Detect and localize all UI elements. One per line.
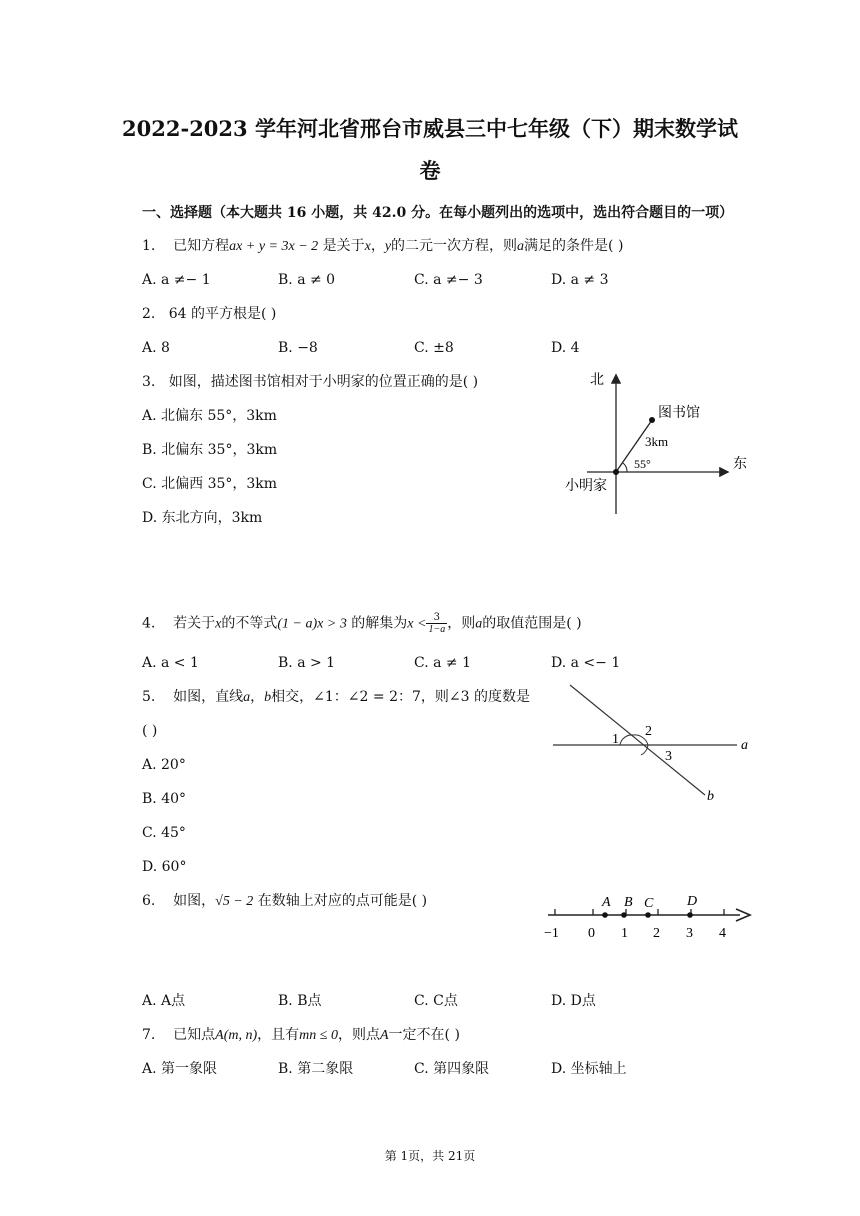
option-d: D. 东北方向，3km: [142, 510, 263, 526]
option-b: B. −8: [278, 340, 318, 356]
angle-label: 55°: [634, 457, 651, 471]
intersecting-lines-figure: [545, 680, 760, 810]
page-title: 2022-2023 学年河北省邢台市威县三中七年级（下）期末数学试: [122, 116, 738, 141]
option-c: C. 45°: [142, 825, 186, 841]
question-5-cont: ( ): [142, 723, 158, 739]
option-a: A. a < 1: [142, 655, 199, 671]
option-a: A. 8: [142, 340, 170, 356]
point-c-label: C: [644, 896, 654, 911]
fraction: $\frac{3}{1-a}$: [428, 612, 446, 635]
question-3: 3. 如图，描述图书馆相对于小明家的位置正确的是( ): [142, 374, 479, 390]
point-b-label: B: [624, 895, 633, 910]
option-b: B. B点: [278, 993, 322, 1009]
tick-label: 3: [686, 926, 693, 941]
tick-label: 1: [621, 926, 628, 941]
question-4: 4. 若关于x的不等式(1 − a)x > 3 的解集为x < $\frac{3}{1-a}$ ，则a的取值范围是( ): [142, 612, 582, 635]
angle-1-label: 1: [612, 732, 619, 747]
library-label: 图书馆: [658, 406, 700, 421]
point-c: [645, 912, 651, 918]
number-line-figure: [540, 885, 760, 945]
question-number: 4.: [142, 615, 156, 632]
option-c: C. a ≠ 1: [414, 655, 471, 671]
angle-2-label: 2: [645, 724, 652, 739]
question-7: 7. 已知点A(m, n)，且有mn ≤ 0，则点A一定不在( ): [142, 1027, 460, 1043]
option-b: B. 40°: [142, 791, 187, 807]
home-point: [613, 469, 619, 475]
section-heading: 一、选择题（本大题共 16 小题，共 42.0 分。在每小题列出的选项中，选出符合题目的一项）: [142, 205, 734, 221]
point-a: [602, 912, 608, 918]
page-title-cont: 卷: [419, 158, 441, 183]
option-c: C. ±8: [414, 340, 454, 356]
page-footer: 第 1页，共 21页: [384, 1149, 476, 1163]
option-d: D. D点: [551, 993, 596, 1009]
option-b: B. 北偏东 35°，3km: [142, 442, 278, 458]
option-a: A. 第一象限: [142, 1061, 218, 1077]
point-d: [687, 912, 693, 918]
option-a: A. a ≠− 1: [142, 272, 211, 288]
option-d: D. 60°: [142, 859, 187, 875]
point-b: [621, 912, 627, 918]
point-d-label: D: [687, 894, 698, 909]
east-label: 东: [733, 457, 747, 472]
question-number: 3.: [142, 374, 156, 390]
question-5: 5. 如图，直线a，b相交，∠1：∠2 = 2：7，则∠3 的度数是: [142, 689, 530, 705]
option-c: C. a ≠− 3: [414, 272, 483, 288]
option-d: D. 坐标轴上: [551, 1061, 627, 1077]
tick-label: 2: [653, 926, 660, 941]
direction-figure: [555, 362, 755, 522]
option-b: B. a ≠ 0: [278, 272, 336, 288]
question-2: 2. 64 的平方根是( ): [142, 306, 277, 322]
library-point: [649, 417, 655, 423]
option-a: A. 20°: [142, 757, 186, 773]
option-a: A. A点: [142, 993, 186, 1009]
question-1: 1. 已知方程ax + y = 3x − 2 是关于x，y的二元一次方程，则a满足的条件是( ): [142, 238, 624, 254]
option-c: C. 北偏西 35°，3km: [142, 476, 278, 492]
option-d: D. 4: [551, 340, 580, 356]
option-a: A. 北偏东 55°，3km: [142, 408, 277, 424]
home-label: 小明家: [565, 479, 607, 494]
option-d: D. a ≠ 3: [551, 272, 609, 288]
option-c: C. C点: [414, 993, 458, 1009]
option-c: C. 第四象限: [414, 1061, 490, 1077]
distance-label: 3km: [645, 434, 669, 449]
north-label: 北: [590, 373, 604, 388]
question-number: 5.: [142, 689, 156, 705]
point-a-label: A: [602, 895, 611, 910]
option-b: B. 第二象限: [278, 1061, 354, 1077]
line-b-label: b: [707, 789, 714, 804]
question-number: 1.: [142, 238, 156, 254]
question-number: 6.: [142, 893, 156, 909]
option-b: B. a > 1: [278, 655, 336, 671]
question-6: 6. 如图，√5 − 2 在数轴上对应的点可能是( ): [142, 893, 428, 909]
angle-3-label: 3: [665, 749, 672, 764]
question-number: 7.: [142, 1027, 156, 1043]
tick-label: −1: [544, 926, 559, 941]
tick-label: 0: [588, 926, 595, 941]
line-b: [570, 685, 705, 795]
option-d: D. a <− 1: [551, 655, 621, 671]
line-a-label: a: [741, 738, 748, 753]
question-number: 2.: [142, 306, 156, 322]
tick-label: 4: [719, 926, 726, 941]
